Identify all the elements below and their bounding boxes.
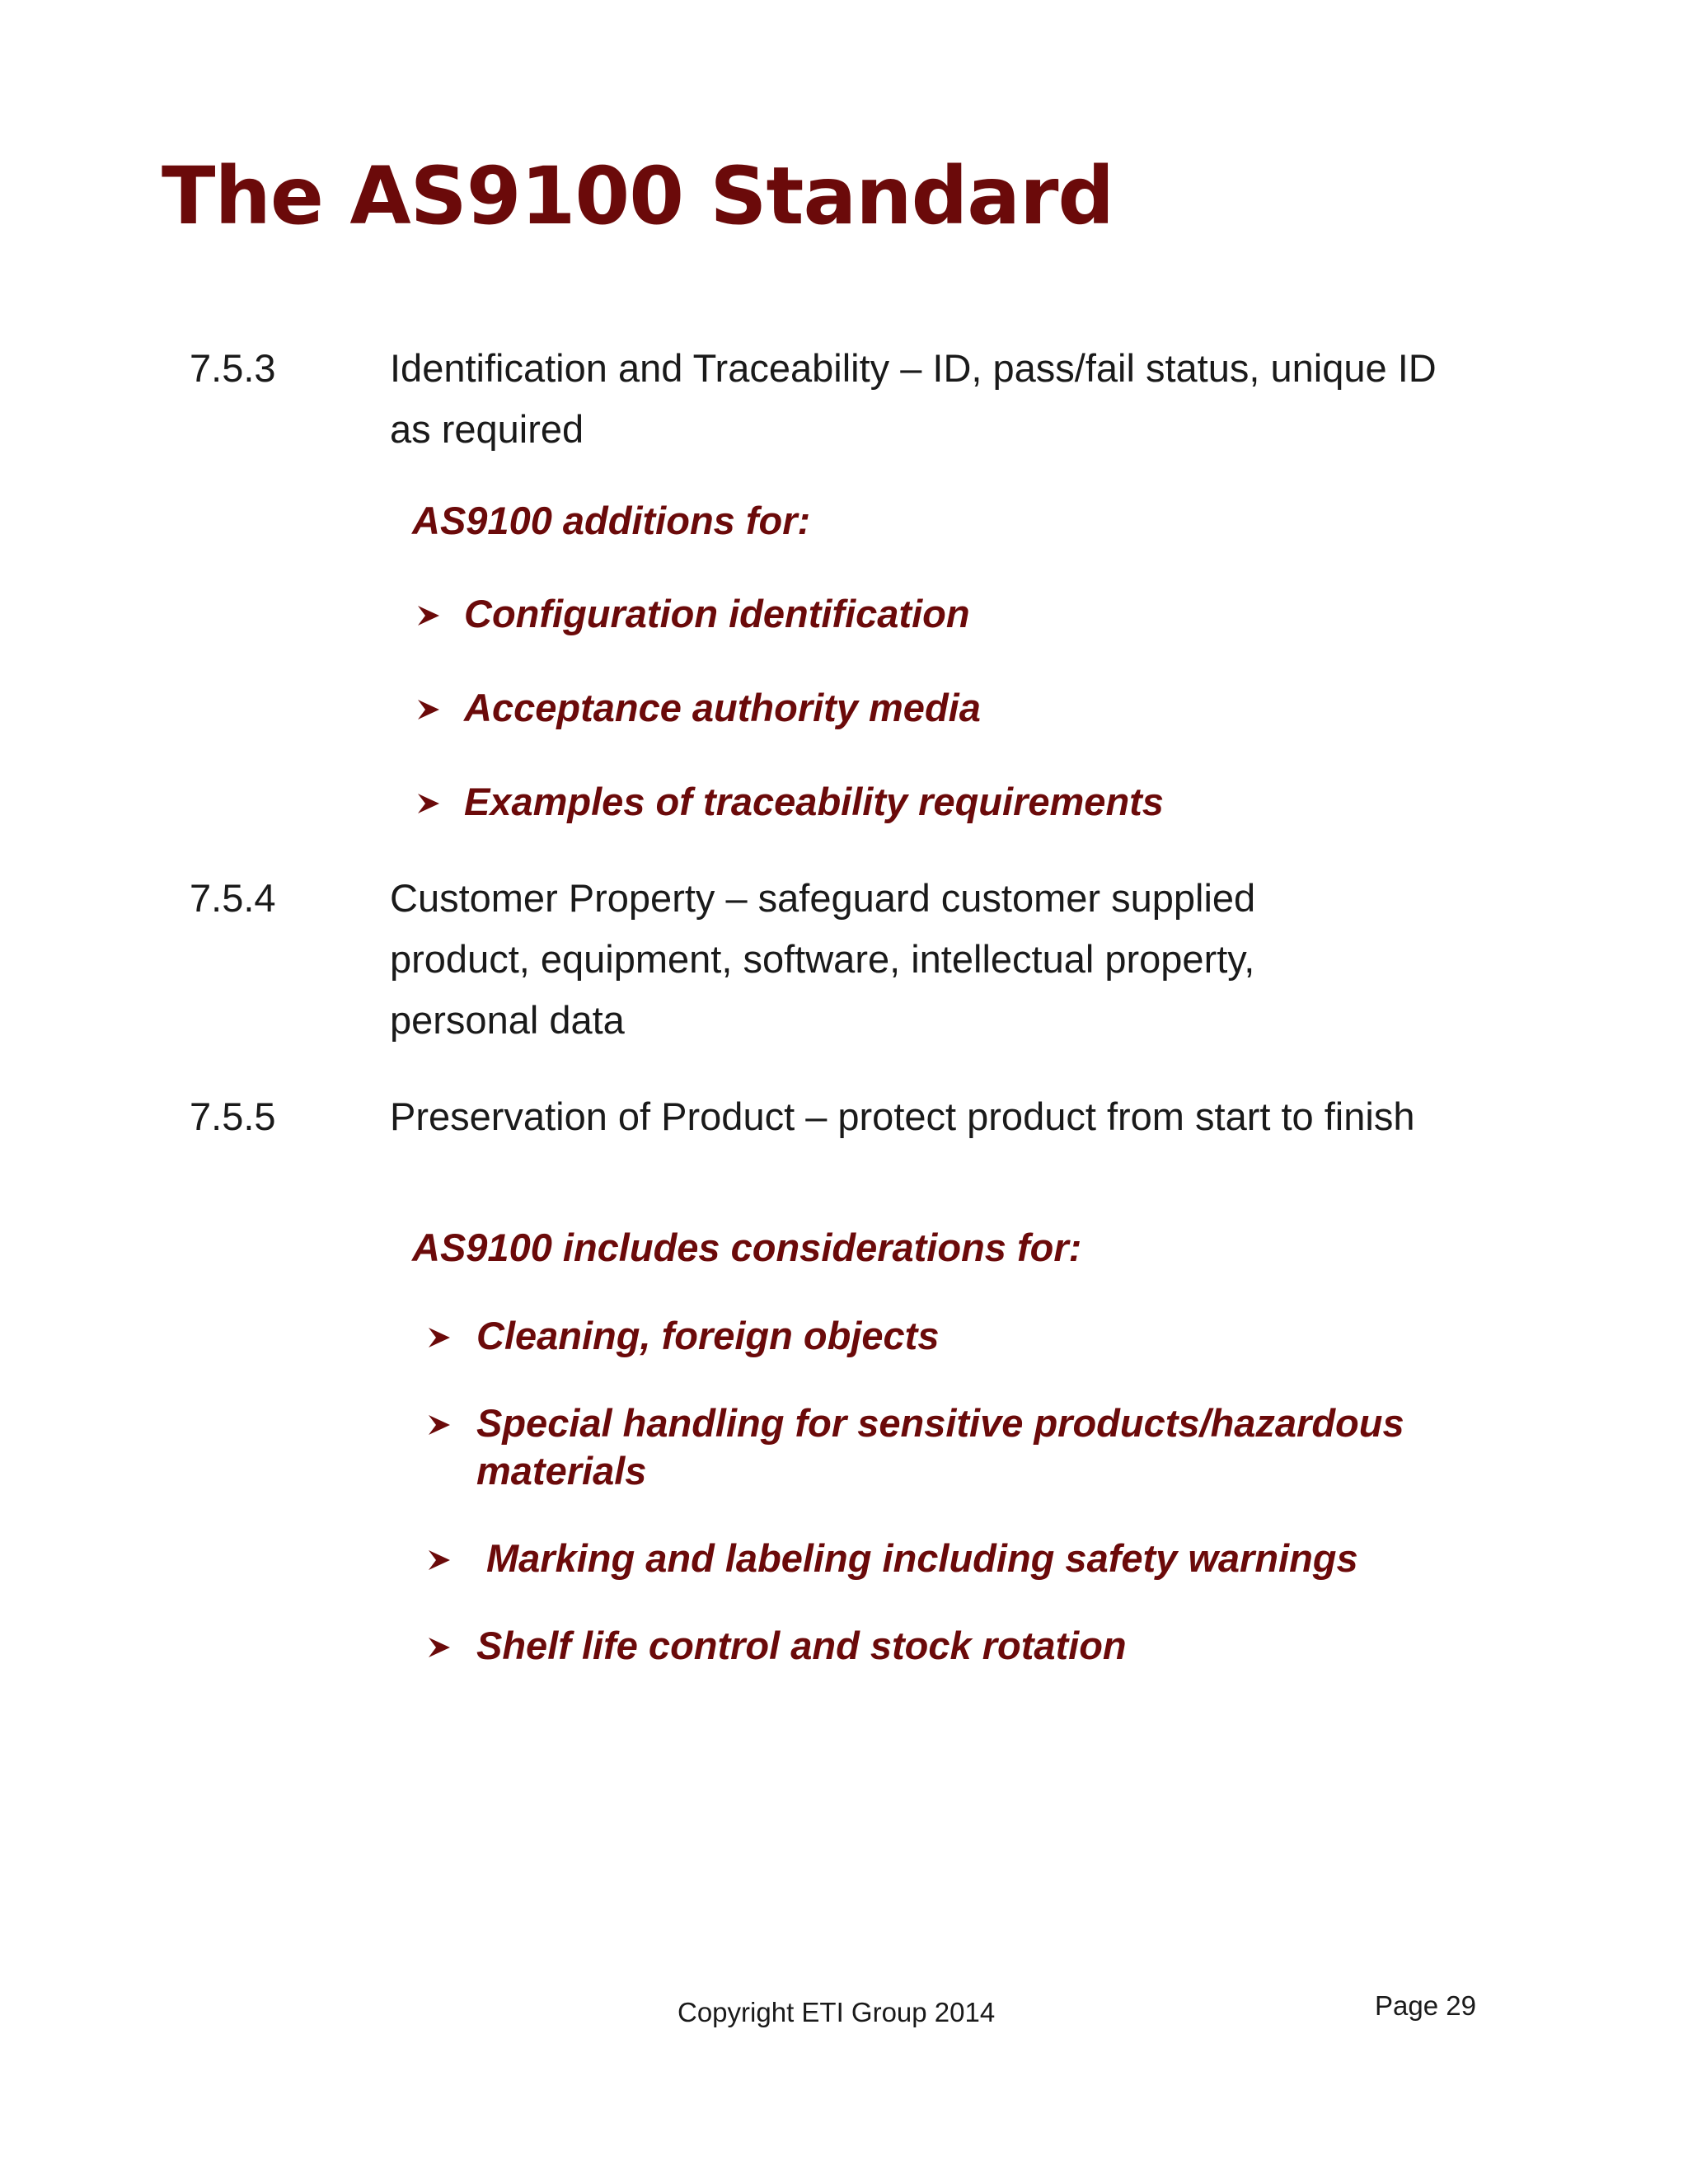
arrowhead-bullet-icon (427, 1413, 452, 1437)
bullet-text: Shelf life control and stock rotation (476, 1624, 1127, 1667)
arrowhead-bullet-icon (427, 1548, 452, 1572)
section-subheading: AS9100 additions for: (412, 499, 811, 542)
page-title: The AS9100 Standard (162, 150, 1114, 242)
section-number: 7.5.5 (190, 1094, 276, 1138)
arrowhead-bullet-icon (416, 697, 441, 722)
arrowhead-bullet-icon (427, 1325, 452, 1350)
bullet-text: Configuration identification (464, 592, 970, 635)
section-number: 7.5.3 (190, 346, 276, 390)
section-number: 7.5.4 (190, 876, 276, 920)
bullet-text: Examples of traceability requirements (464, 780, 1164, 823)
bullet-text: Marking and labeling including safety warnings (486, 1536, 1358, 1580)
bullet-text: Cleaning, foreign objects (476, 1314, 940, 1357)
arrowhead-bullet-icon (416, 791, 441, 816)
bullet-text: Special handling for sensitive products/hazardous materials (476, 1401, 1404, 1493)
section-text: Customer Property – safeguard customer supplied product, equipment, software, intellectual property, personal data (390, 876, 1256, 1042)
section-text: Identification and Traceability – ID, pass/fail status, unique ID as required (390, 346, 1437, 451)
footer-copyright: Copyright ETI Group 2014 (678, 1997, 996, 2027)
bullet-text: Acceptance authority media (464, 686, 981, 729)
page-number: Page 29 (1375, 1990, 1476, 2021)
arrowhead-bullet-icon (427, 1635, 452, 1660)
section-subheading: AS9100 includes considerations for: (412, 1226, 1082, 1269)
arrowhead-bullet-icon (416, 603, 441, 628)
section-text: Preservation of Product – protect product from start to finish (390, 1094, 1415, 1138)
